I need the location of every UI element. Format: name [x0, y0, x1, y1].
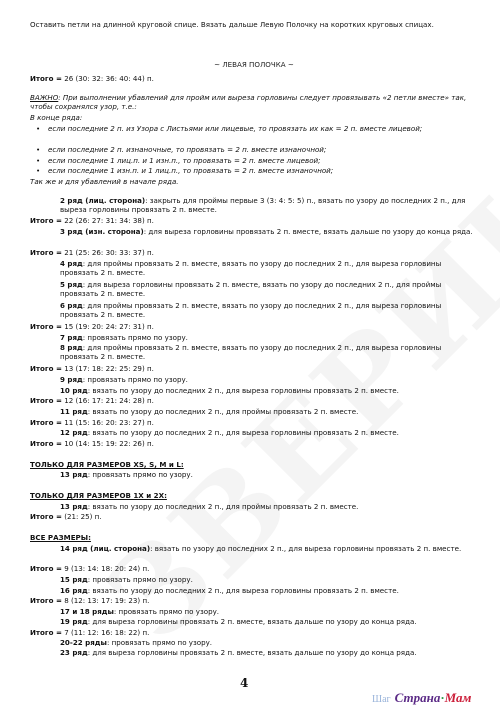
total-value: 12 (16: 17: 21: 24: 28) п.: [64, 396, 154, 405]
row-label: 3 ряд (изн. сторона): [60, 227, 144, 236]
row-label: 13 ряд: [60, 502, 88, 511]
row-label: 5 ряд: [60, 280, 83, 289]
also-note: Так же и для убавлений в начале ряда.: [30, 177, 179, 186]
row-instruction: [60, 407, 478, 416]
row-label: 2 ряд (лиц. сторона): [60, 196, 146, 205]
important-label: ВАЖНО: [30, 93, 59, 102]
row-instruction: [60, 544, 478, 553]
total-value: 7 (11: 12: 16: 18: 22) п.: [64, 628, 150, 637]
row-label: 17 и 18 ряды: [60, 607, 114, 616]
row-instruction: [60, 227, 478, 236]
row-instruction: [60, 259, 478, 278]
row-text: : для проймы провязать 2 п. вместе, вязать по узору до последних 2 п., для выреза горловины провязать 2 п. вместе.: [60, 301, 442, 320]
total-label: Итого =: [30, 396, 62, 405]
row-text: : для проймы провязать 2 п. вместе, вязать по узору до последних 2 п., для выреза горловины провязать 2 п. вместе.: [60, 343, 442, 362]
row-label: 16 ряд: [60, 586, 88, 595]
total-line: [30, 216, 478, 225]
bullet-item: • если последние 1 лиц.п. и 1 изн.п., то провязать = 2 п. вместе лицевой;: [48, 156, 478, 165]
row-label: 9 ряд: [60, 375, 83, 384]
row-label: 23 ряд: [60, 648, 88, 657]
row-instruction: [60, 375, 478, 384]
row-text: : для выреза горловины провязать 2 п. вместе, вязать дальше по узору до конца ряда.: [87, 617, 417, 626]
row-text: : провязать прямо по узору.: [87, 470, 193, 479]
total-label: Итого =: [30, 564, 62, 573]
row-instruction: [60, 333, 478, 342]
bullet-item: • если последние 1 изн.п. и 1 лиц.п., то провязать = 2 п. вместе изнаночной;: [48, 166, 478, 175]
row-instruction: [60, 575, 478, 584]
total-line: [30, 364, 478, 373]
total-value: (21: 25) п.: [64, 512, 102, 521]
row-text: : для выреза горловины провязать 2 п. вместе, вязать по узору до последних 2 п., для проймы провязать 2 п. вместе.: [60, 280, 442, 299]
total-line: [30, 396, 478, 405]
row-text: : провязать прямо по узору.: [82, 375, 188, 384]
row-label: 8 ряд: [60, 343, 83, 352]
total-label: Итого =: [30, 439, 62, 448]
row-label: 11 ряд: [60, 407, 88, 416]
logo-part-1: Страна: [394, 690, 441, 705]
row-label: 19 ряд: [60, 617, 88, 626]
all-sizes-title: ВСЕ РАЗМЕРЫ:: [30, 533, 91, 542]
total-value: 22 (26: 27: 31: 34: 38) п.: [64, 216, 154, 225]
row-label: 14 ряд (лиц. сторона): [60, 544, 151, 553]
row-instruction: [60, 343, 478, 362]
row-instruction: [60, 280, 478, 299]
total-value: 11 (15: 16: 20: 23: 27) п.: [64, 418, 154, 427]
total-value: 9 (13: 14: 18: 20: 24) п.: [64, 564, 150, 573]
total-value: 10 (14: 15: 19: 22: 26) п.: [64, 439, 154, 448]
row-label: 12 ряд: [60, 428, 88, 437]
row-text: : провязать прямо по узору.: [82, 333, 188, 342]
total-line: [30, 628, 478, 637]
page-number: 4: [240, 676, 249, 690]
total-value: 8 (12: 13: 17: 19: 23) п.: [64, 596, 150, 605]
row-text: : для выреза горловины провязать 2 п. вместе, вязать дальше по узору до конца ряда.: [143, 227, 473, 236]
row-instruction: [60, 301, 478, 320]
total-value: 13 (17: 18: 22: 25: 29) п.: [64, 364, 154, 373]
row-label: 10 ряд: [60, 386, 88, 395]
size-a-title: ТОЛЬКО ДЛЯ РАЗМЕРОВ XS, S, M и L:: [30, 460, 184, 469]
row-label: 13 ряд: [60, 470, 88, 479]
row-text: : вязать по узору до последних 2 п., для проймы провязать 2 п. вместе.: [87, 502, 359, 511]
row-text: : провязать прямо по узору.: [113, 607, 220, 616]
logo-dot: ·: [440, 690, 445, 705]
site-logo: [372, 690, 471, 706]
row-instruction: [60, 607, 478, 616]
total-label: Итого =: [30, 418, 62, 427]
total-line: [30, 564, 478, 573]
row-instruction: [60, 586, 478, 595]
bullet-item: • если последние 2 п. из Узора с Листьями или лицевые, то провязать их как = 2 п. вместе лицевой;: [48, 124, 478, 133]
row-instruction: [60, 470, 478, 479]
total-line: [30, 439, 478, 448]
total-line: [30, 248, 478, 257]
logo-prefix: Шаг: [372, 694, 391, 705]
row-end-label: В конце ряда:: [30, 113, 83, 122]
important-text: : При выполнении убавлений для пройм или выреза горловины следует провязывать «2 петли вместе» так, чтобы сохранялся узор, т.е.:: [30, 93, 467, 112]
total-label: Итого =: [30, 512, 62, 521]
row-instruction: [60, 428, 478, 437]
total-label: Итого =: [30, 322, 62, 331]
row-instruction: [60, 617, 478, 626]
row-text: : провязать прямо по узору.: [106, 638, 213, 647]
row-text: : вязать по узору до последних 2 п., для выреза горловины провязать 2 п. вместе.: [87, 386, 399, 395]
total-start: [30, 74, 478, 83]
row-text: : для проймы провязать 2 п. вместе, вязать по узору до последних 2 п., для выреза горловины провязать 2 п. вместе.: [60, 259, 442, 278]
row-text: : вязать по узору до последних 2 п., для выреза горловины провязать 2 п. вместе.: [150, 544, 462, 553]
row-label: 7 ряд: [60, 333, 83, 342]
total-line: [30, 512, 478, 521]
row-text: : для выреза горловины провязать 2 п. вместе, вязать дальше по узору до конца ряда.: [87, 648, 417, 657]
row-instruction: [60, 386, 478, 395]
logo-part-2: Мам: [444, 690, 472, 705]
total-value: 21 (25: 26: 30: 33: 37) п.: [64, 248, 154, 257]
row-label: 15 ряд: [60, 575, 88, 584]
row-text: : вязать по узору до последних 2 п., для проймы провязать 2 п. вместе.: [87, 407, 359, 416]
section-title: ~ ЛЕВАЯ ПОЛОЧКА ~: [214, 60, 294, 69]
row-instruction: [60, 196, 478, 215]
total-value: 15 (19: 20: 24: 27: 31) п.: [64, 322, 154, 331]
row-text: : вязать по узору до последних 2 п., для выреза горловины провязать 2 п. вместе.: [87, 428, 399, 437]
important-note: [30, 93, 478, 112]
total-line: [30, 322, 478, 331]
total-label: Итого =: [30, 364, 62, 373]
total-label: Итого =: [30, 596, 62, 605]
row-instruction: [60, 648, 478, 657]
row-label: 6 ряд: [60, 301, 83, 310]
row-text: : закрыть для проймы первые 3 (3: 4: 5: 5) п., вязать по узору до последних 2 п., для выреза горловины провязать 2 п. вместе.: [60, 196, 466, 215]
total-label: Итого =: [30, 216, 62, 225]
bullet-item: • если последние 2 п. изнаночные, то провязать = 2 п. вместе изнаночной;: [48, 145, 478, 154]
total-line: [30, 596, 478, 605]
row-instruction: [60, 502, 478, 511]
intro-text: Оставить петли на длинной круговой спице. Вязать дальше Левую Полочку на коротких круговых спицах.: [30, 20, 434, 29]
total-label: Итого =: [30, 628, 62, 637]
row-text: : вязать по узору до последних 2 п., для выреза горловины провязать 2 п. вместе.: [87, 586, 399, 595]
total-line: [30, 418, 478, 427]
total-label: Итого =: [30, 74, 62, 83]
size-b-title: ТОЛЬКО ДЛЯ РАЗМЕРОВ 1X и 2X:: [30, 491, 167, 500]
total-value: 26 (30: 32: 36: 40: 44) п.: [64, 74, 154, 83]
row-label: 20-22 ряды: [60, 638, 107, 647]
row-label: 4 ряд: [60, 259, 83, 268]
total-label: Итого =: [30, 248, 62, 257]
row-text: : провязать прямо по узору.: [87, 575, 193, 584]
row-instruction: [60, 638, 478, 647]
